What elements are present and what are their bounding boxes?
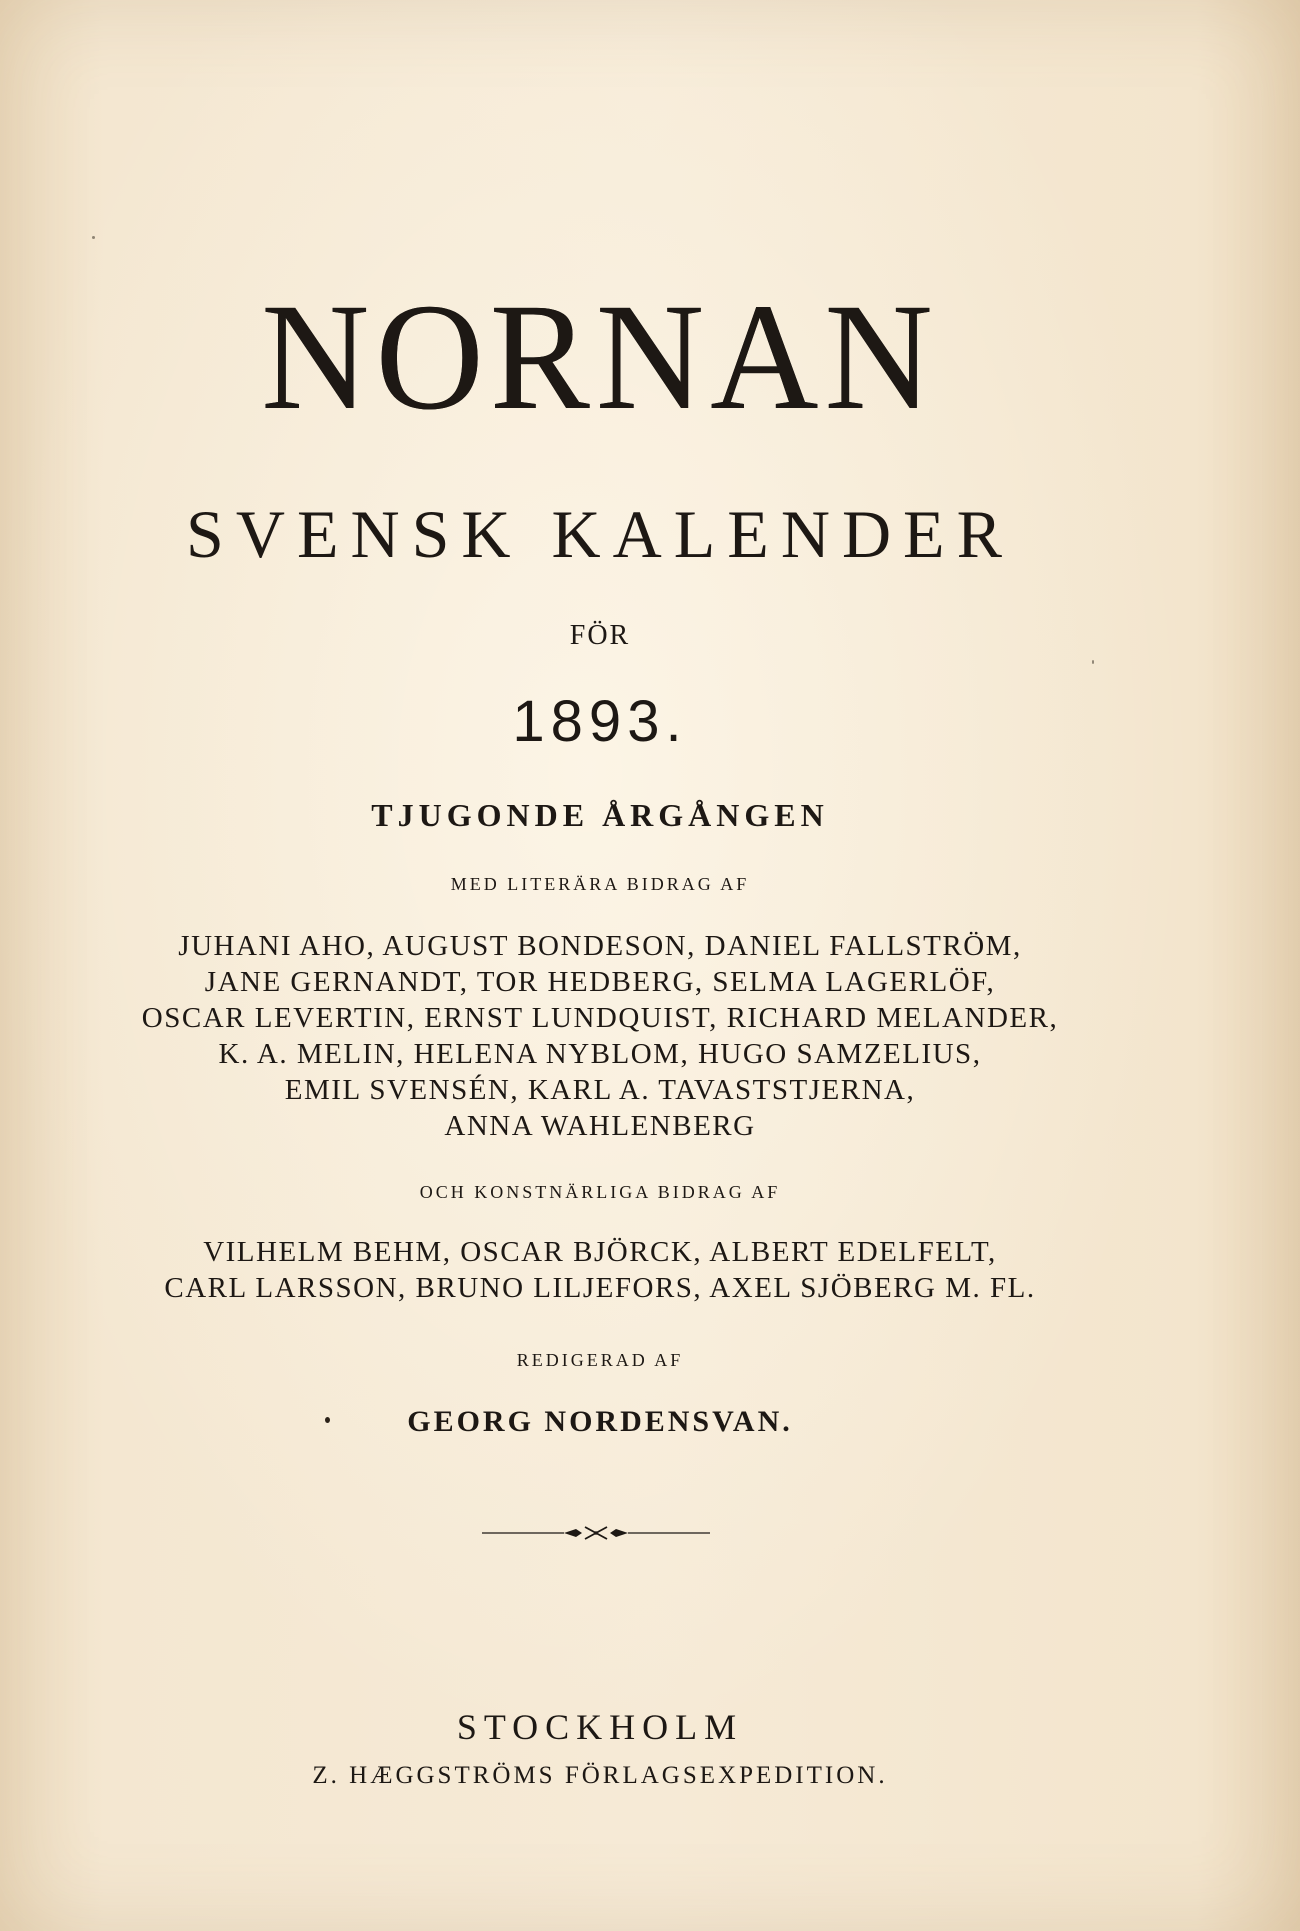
literary-contributor-line: K. A. MELIN, HELENA NYBLOM, HUGO SAMZELIUS, [218,1038,982,1070]
ink-speck [1092,660,1094,664]
artistic-contributions-label: OCH KONSTNÄRLIGA BIDRAG AF [419,1182,781,1202]
book-title [0,272,1200,442]
publication-city: STOCKHOLM [456,1707,744,1747]
ink-speck [92,236,95,239]
artistic-contributor-line: VILHELM BEHM, OSCAR BJÖRCK, ALBERT EDELFELT, [203,1236,997,1268]
literary-contributor-line: OSCAR LEVERTIN, ERNST LUNDQUIST, RICHARD MELANDER, [141,1002,1059,1034]
ink-speck [325,1417,330,1423]
literary-contributor-line: EMIL SVENSÉN, KARL A. TAVASTSTJERNA, [284,1074,916,1106]
for-label: FÖR [569,620,631,651]
book-subtitle: SVENSK KALENDER [186,496,1014,572]
fleuron-divider-ornament [482,1524,710,1542]
publication-year: 1893. [512,689,688,754]
editor-name: GEORG NORDENSVAN. [407,1405,793,1438]
literary-contributor-line: JANE GERNANDT, TOR HEDBERG, SELMA LAGERLÖF, [204,966,996,998]
literary-contributor-line: JUHANI AHO, AUGUST BONDESON, DANIEL FALLSTRÖM, [178,930,1022,962]
book-title-text: NORNAN [261,272,939,442]
literary-contributor-line: ANNA WAHLENBERG [444,1110,756,1142]
artistic-contributor-line: CARL LARSSON, BRUNO LILJEFORS, AXEL SJÖBERG M. FL. [164,1272,1036,1304]
editor-label: REDIGERAD AF [516,1350,684,1370]
edition-line: TJUGONDE ÅRGÅNGEN [371,797,829,833]
literary-contributions-label: MED LITERÄRA BIDRAG AF [450,874,750,894]
publisher-name: Z. HÆGGSTRÖMS FÖRLAGSEXPEDITION. [312,1762,888,1789]
